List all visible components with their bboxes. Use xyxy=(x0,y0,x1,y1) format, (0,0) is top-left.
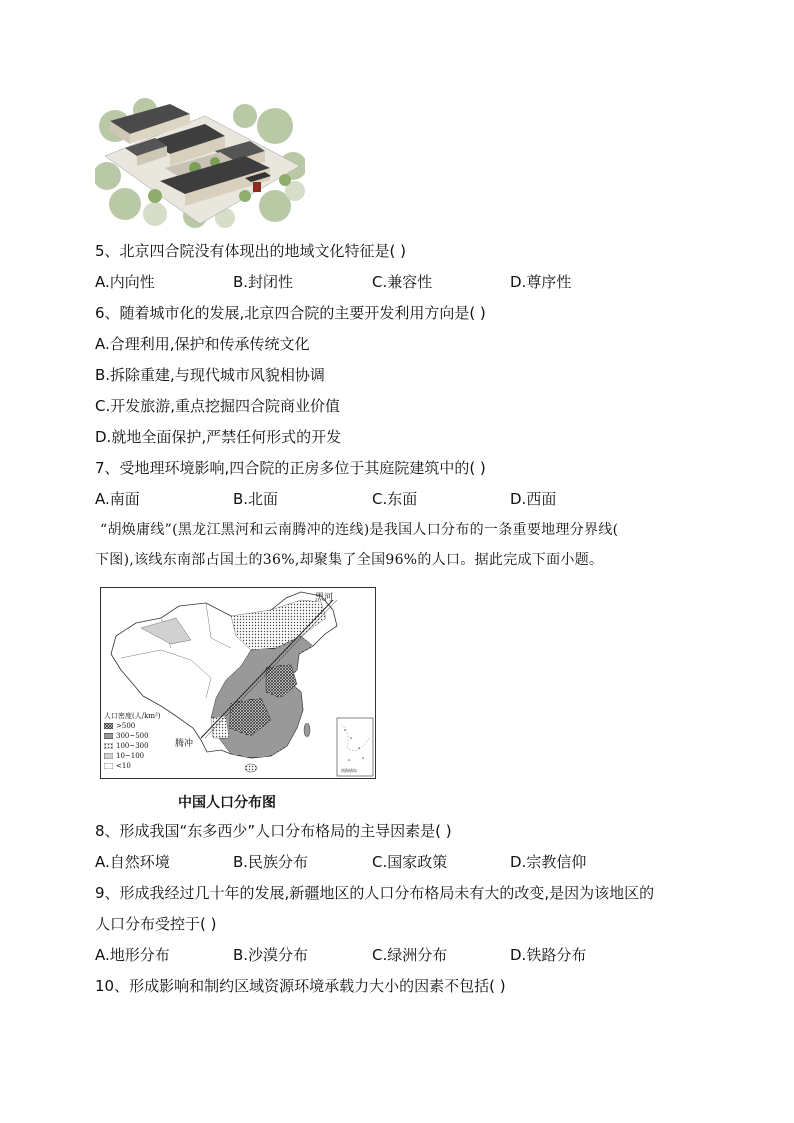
question-5-option-a[interactable]: A.内向性 xyxy=(95,273,155,291)
passage-line-1: “胡焕庸线”(黑龙江黑河和云南腾冲的连线)是我国人口分布的一条重要地理分界线( xyxy=(100,522,619,538)
legend-title: 人口密度(人/km²) xyxy=(104,712,161,720)
question-6-option-a[interactable]: A.合理利用,保护和传承传统文化 xyxy=(95,335,310,353)
question-5-option-d[interactable]: D.尊序性 xyxy=(510,273,572,291)
question-10-stem: 10、形成影响和制约区域资源环境承载力大小的因素不包括( ) xyxy=(95,977,506,995)
question-8-option-b[interactable]: B.民族分布 xyxy=(233,853,309,871)
legend-row xyxy=(104,741,166,751)
inset-label: 南海诸岛 xyxy=(341,768,357,773)
question-6-option-d[interactable]: D.就地全面保护,严禁任何形式的开发 xyxy=(95,428,342,446)
question-7-option-d[interactable]: D.西面 xyxy=(510,490,557,508)
question-9-option-c[interactable]: C.绿洲分布 xyxy=(372,946,448,964)
question-9-option-d[interactable]: D.铁路分布 xyxy=(510,946,587,964)
question-8-option-d[interactable]: D.宗教信仰 xyxy=(510,853,587,871)
question-6-option-c[interactable]: C.开发旅游,重点挖掘四合院商业价值 xyxy=(95,397,341,415)
legend-item-label: 300~500 xyxy=(116,732,149,740)
legend-row xyxy=(104,751,166,761)
population-map xyxy=(100,587,376,779)
map-caption: 中国人口分布图 xyxy=(178,795,276,811)
map-label-tengchong: 腾冲 xyxy=(175,739,194,749)
legend-item-label: 100~300 xyxy=(116,742,149,750)
legend-item-label: >500 xyxy=(116,722,136,730)
question-5-stem: 5、北京四合院没有体现出的地域文化特征是( ) xyxy=(95,242,407,260)
legend-row xyxy=(104,761,166,771)
question-9-option-b[interactable]: B.沙漠分布 xyxy=(233,946,309,964)
question-8-option-a[interactable]: A.自然环境 xyxy=(95,853,170,871)
siheyuan-image xyxy=(95,96,305,229)
question-7-option-b[interactable]: B.北面 xyxy=(233,490,279,508)
question-9-option-a[interactable]: A.地形分布 xyxy=(95,946,170,964)
map-label-heihe: 黑河 xyxy=(315,593,334,603)
question-9-stem-line-1: 9、形成我经过几十年的发展,新疆地区的人口分布格局未有大的改变,是因为该地区的 xyxy=(95,884,655,902)
question-6-stem: 6、随着城市化的发展,北京四合院的主要开发利用方向是( ) xyxy=(95,304,486,322)
question-6-option-b[interactable]: B.拆除重建,与现代城市风貌相协调 xyxy=(95,366,325,384)
legend-item-label: <10 xyxy=(116,762,131,770)
map-legend xyxy=(104,712,166,776)
question-9-stem-line-2: 人口分布受控于( ) xyxy=(95,915,217,933)
legend-row xyxy=(104,721,166,731)
question-7-option-a[interactable]: A.南面 xyxy=(95,490,140,508)
question-5-option-b[interactable]: B.封闭性 xyxy=(233,273,294,291)
legend-row xyxy=(104,731,166,741)
question-7-option-c[interactable]: C.东面 xyxy=(372,490,418,508)
question-8-option-c[interactable]: C.国家政策 xyxy=(372,853,448,871)
passage-line-2: 下图),该线东南部占国土的36%,却聚集了全国96%的人口。据此完成下面小题。 xyxy=(95,552,604,568)
question-7-stem: 7、受地理环境影响,四合院的正房多位于其庭院建筑中的( ) xyxy=(95,459,486,477)
question-8-stem: 8、形成我国“东多西少”人口分布格局的主导因素是( ) xyxy=(95,822,452,840)
question-5-option-c[interactable]: C.兼容性 xyxy=(372,273,433,291)
legend-item-label: 10~100 xyxy=(116,752,145,760)
